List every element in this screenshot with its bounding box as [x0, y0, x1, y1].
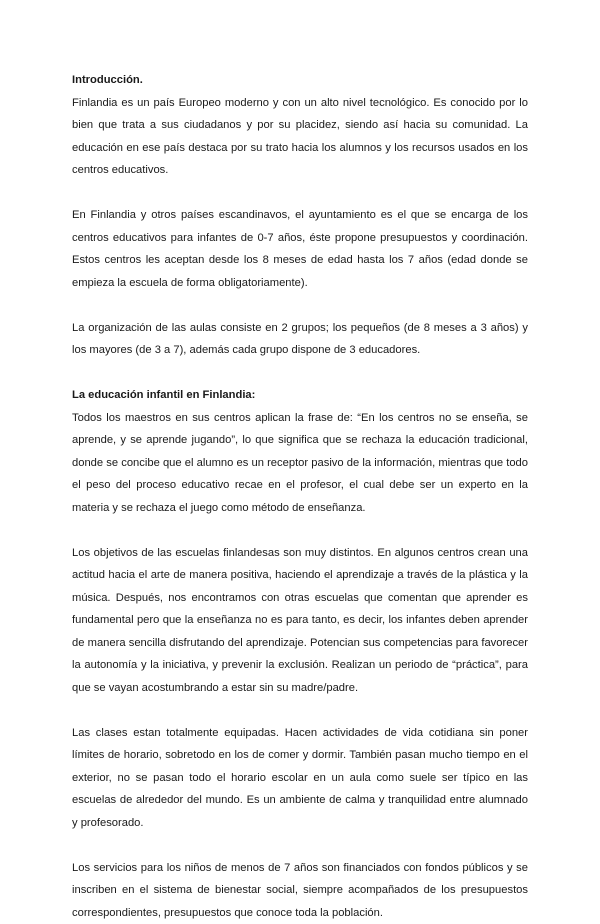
paragraph-educacion-2: Los objetivos de las escuelas finlandesas son muy distintos. En algunos centros crean una actitud hacia el arte de manera positiva, haciendo el aprendizaje a través de la plástica y la música. Después, nos encontramos con otras escuelas que comentan que aprender es fundamental pero que la enseñanza no es para tanto, es decir, los infantes deben aprender de manera sencilla disfrutando del aprendizaje. Potencian sus competencias para favorecer la autonomía y la iniciativa, y prevenir la exclusión. Realizan un periodo de “práctica”, para que se vayan acostumbrando a estar sin su madre/padre.	[72, 542, 528, 700]
paragraph-spacer	[72, 834, 528, 857]
section-heading-educacion-infantil: La educación infantil en Finlandia:	[72, 384, 528, 407]
document-page	[72, 69, 528, 924]
paragraph-intro-2: En Finlandia y otros países escandinavos, el ayuntamiento es el que se encarga de los centros educativos para infantes de 0-7 años, éste propone presupuestos y coordinación. Estos centros les aceptan desde los 8 meses de edad hasta los 7 años (edad donde se empieza la escuela de forma obligatoriamente).	[72, 204, 528, 294]
paragraph-intro-1: Finlandia es un país Europeo moderno y con un alto nivel tecnológico. Es conocido por lo bien que trata a sus ciudadanos y por su placidez, siendo así hacia su comunidad. La educación en ese país destaca por su trato hacia los alumnos y los recursos usados en los centros educativos.	[72, 92, 528, 182]
paragraph-spacer	[72, 519, 528, 542]
paragraph-educacion-4: Los servicios para los niños de menos de 7 años son financiados con fondos públicos y se inscriben en el sistema de bienestar social, siempre acompañados de los presupuestos correspondientes, presupuestos que conoce toda la población.	[72, 857, 528, 924]
paragraph-spacer	[72, 699, 528, 722]
paragraph-educacion-3: Las clases estan totalmente equipadas. Hacen actividades de vida cotidiana sin poner límites de horario, sobretodo en los de comer y dormir. También pasan mucho tiempo en el exterior, no se pasan todo el horario escolar en un aula como suele ser típico en las escuelas de alrededor del mundo. Es un ambiente de calma y tranquilidad entre alumnado y profesorado.	[72, 722, 528, 835]
paragraph-intro-3: La organización de las aulas consiste en 2 grupos; los pequeños (de 8 meses a 3 años) y los mayores (de 3 a 7), además cada grupo dispone de 3 educadores.	[72, 317, 528, 362]
paragraph-spacer	[72, 294, 528, 317]
section-heading-introduccion: Introducción.	[72, 69, 528, 92]
paragraph-spacer	[72, 362, 528, 385]
paragraph-educacion-1: Todos los maestros en sus centros aplican la frase de: “En los centros no se enseña, se aprende, y se aprende jugando”, lo que significa que se rechaza la educación tradicional, donde se concibe que el alumno es un receptor pasivo de la información, mientras que todo el peso del proceso educativo recae en el profesor, el cual debe ser un experto en la materia y se rechaza el juego como método de enseñanza.	[72, 407, 528, 520]
paragraph-spacer	[72, 182, 528, 205]
